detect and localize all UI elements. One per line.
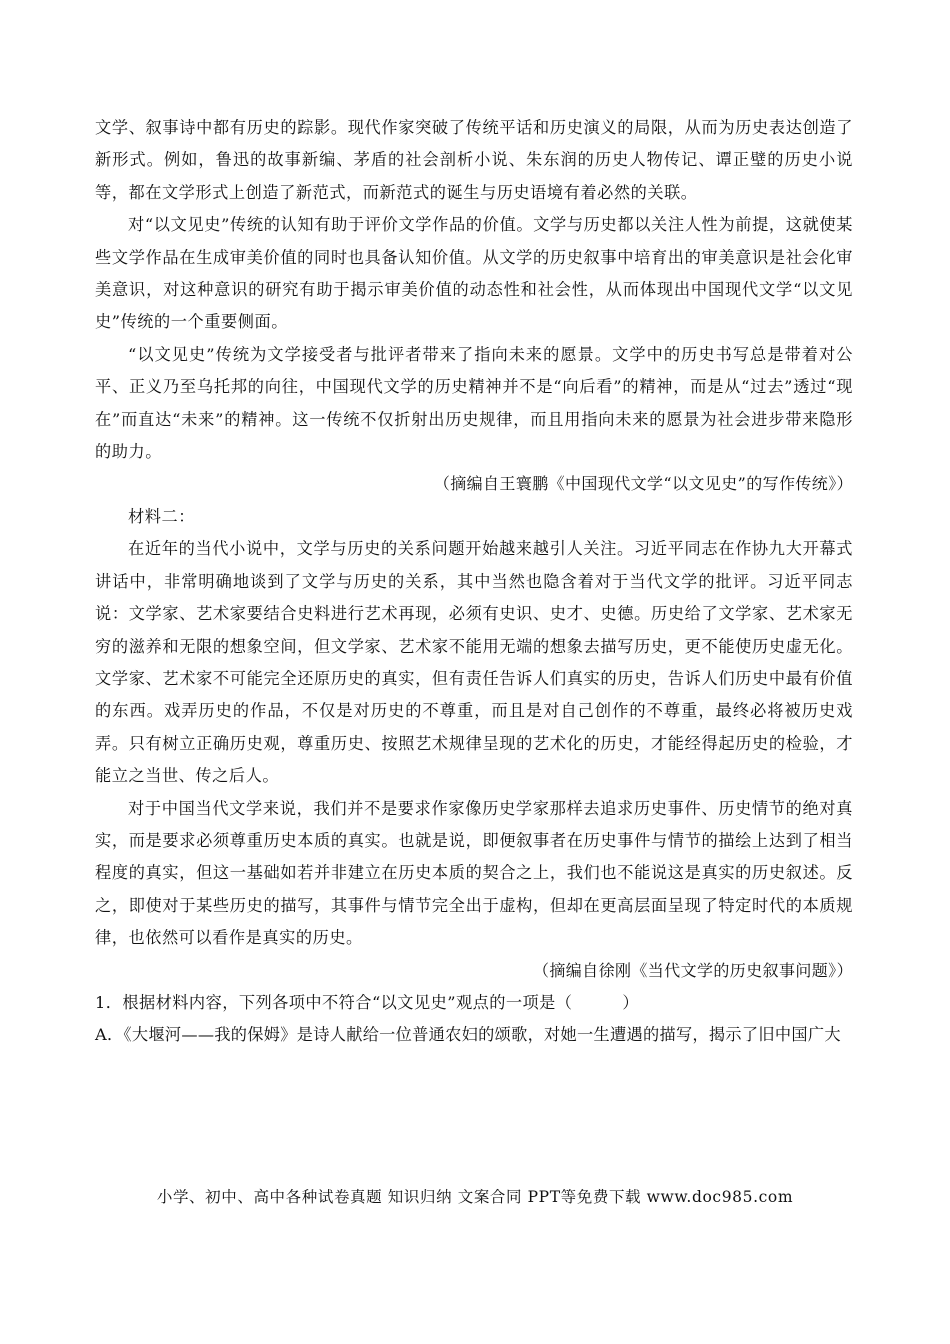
page-footer: 小学、初中、高中各种试卷真题 知识归纳 文案合同 PPT等免费下载 www.doc985.com <box>156 1188 794 1206</box>
material-one-source: （摘编自王寰鹏《中国现代文学“以文见史”的写作传统》） <box>433 474 853 494</box>
material-two-source: （摘编自徐刚《当代文学的历史叙事问题》） <box>532 960 853 980</box>
material-two-paragraph-2: 对于中国当代文学来说，我们并不是要求作家像历史学家那样去追求历史事件、历史情节的绝对真实，而是要求必须尊重历史本质的真实。也就是说，即便叙事者在历史事件与情节的描绘上达到了相当程度的真实，但这一基础如若并非建立在历史本质的契合之上，我们也不能说这是真实的历史叙述。反之，即使对于某些历史的描写，其事件与情节完全出于虚构，但却在更高层面呈现了特定时代的本质规律，也依然可以看作是真实的历史。 <box>95 798 853 948</box>
material-two-paragraph-1: 在近年的当代小说中，文学与历史的关系问题开始越来越引人关注。习近平同志在作协九大开幕式讲话中，非常明确地谈到了文学与历史的关系，其中当然也隐含着对于当代文学的批评。习近平同志说：文学家、艺术家要结合史料进行艺术再现，必须有史识、史才、史德。历史给了文学家、艺术家无穷的滋养和无限的想象空间，但文学家、艺术家不能用无端的想象去描写历史，更不能使历史虚无化。文学家、艺术家不可能完全还原历史的真实，但有责任告诉人们真实的历史，告诉人们历史中最有价值的东西。戏弄历史的作品，不仅是对历史的不尊重，而且是对自己创作的不尊重，最终必将被历史戏弄。只有树立正确历史观，尊重历史、按照艺术规律呈现的艺术化的历史，才能经得起历史的检验，才能立之当世、传之后人。 <box>95 539 853 786</box>
material-one-paragraph-1: 文学、叙事诗中都有历史的踪影。现代作家突破了传统平话和历史演义的局限，从而为历史表达创造了新形式。例如，鲁迅的故事新编、茅盾的社会剖析小说、朱东润的历史人物传记、谭正璧的历史小说等，都在文学形式上创造了新范式，而新范式的诞生与历史语境有着必然的关联。 <box>95 118 853 202</box>
material-one-paragraph-3: “以文见史”传统为文学接受者与批评者带来了指向未来的愿景。文学中的历史书写总是带着对公平、正义乃至乌托邦的向往，中国现代文学的历史精神并不是“向后看”的精神，而是从“过去”透过“现在”而直达“未来”的精神。这一传统不仅折射出历史规律，而且用指向未来的愿景为社会进步带来隐形的助力。 <box>95 344 853 462</box>
question-1-stem: 1．根据材料内容，下列各项中不符合“以文见史”观点的一项是（ ） <box>95 992 639 1012</box>
material-two-label: 材料二： <box>128 506 195 526</box>
document-body <box>95 112 853 1052</box>
question-1-option-a: A．《大堰河——我的保姆》是诗人献给一位普通农妇的颂歌，对她一生遭遇的描写，揭示了旧中国广大 <box>95 1025 841 1045</box>
material-one-paragraph-2: 对“以文见史”传统的认知有助于评价文学作品的价值。文学与历史都以关注人性为前提，这就使某些文学作品在生成审美价值的同时也具备认知价值。从文学的历史叙事中培育出的审美意识是社会化审美意识，对这种意识的研究有助于揭示审美价值的动态性和社会性，从而体现出中国现代文学“以文见史”传统的一个重要侧面。 <box>95 215 853 332</box>
